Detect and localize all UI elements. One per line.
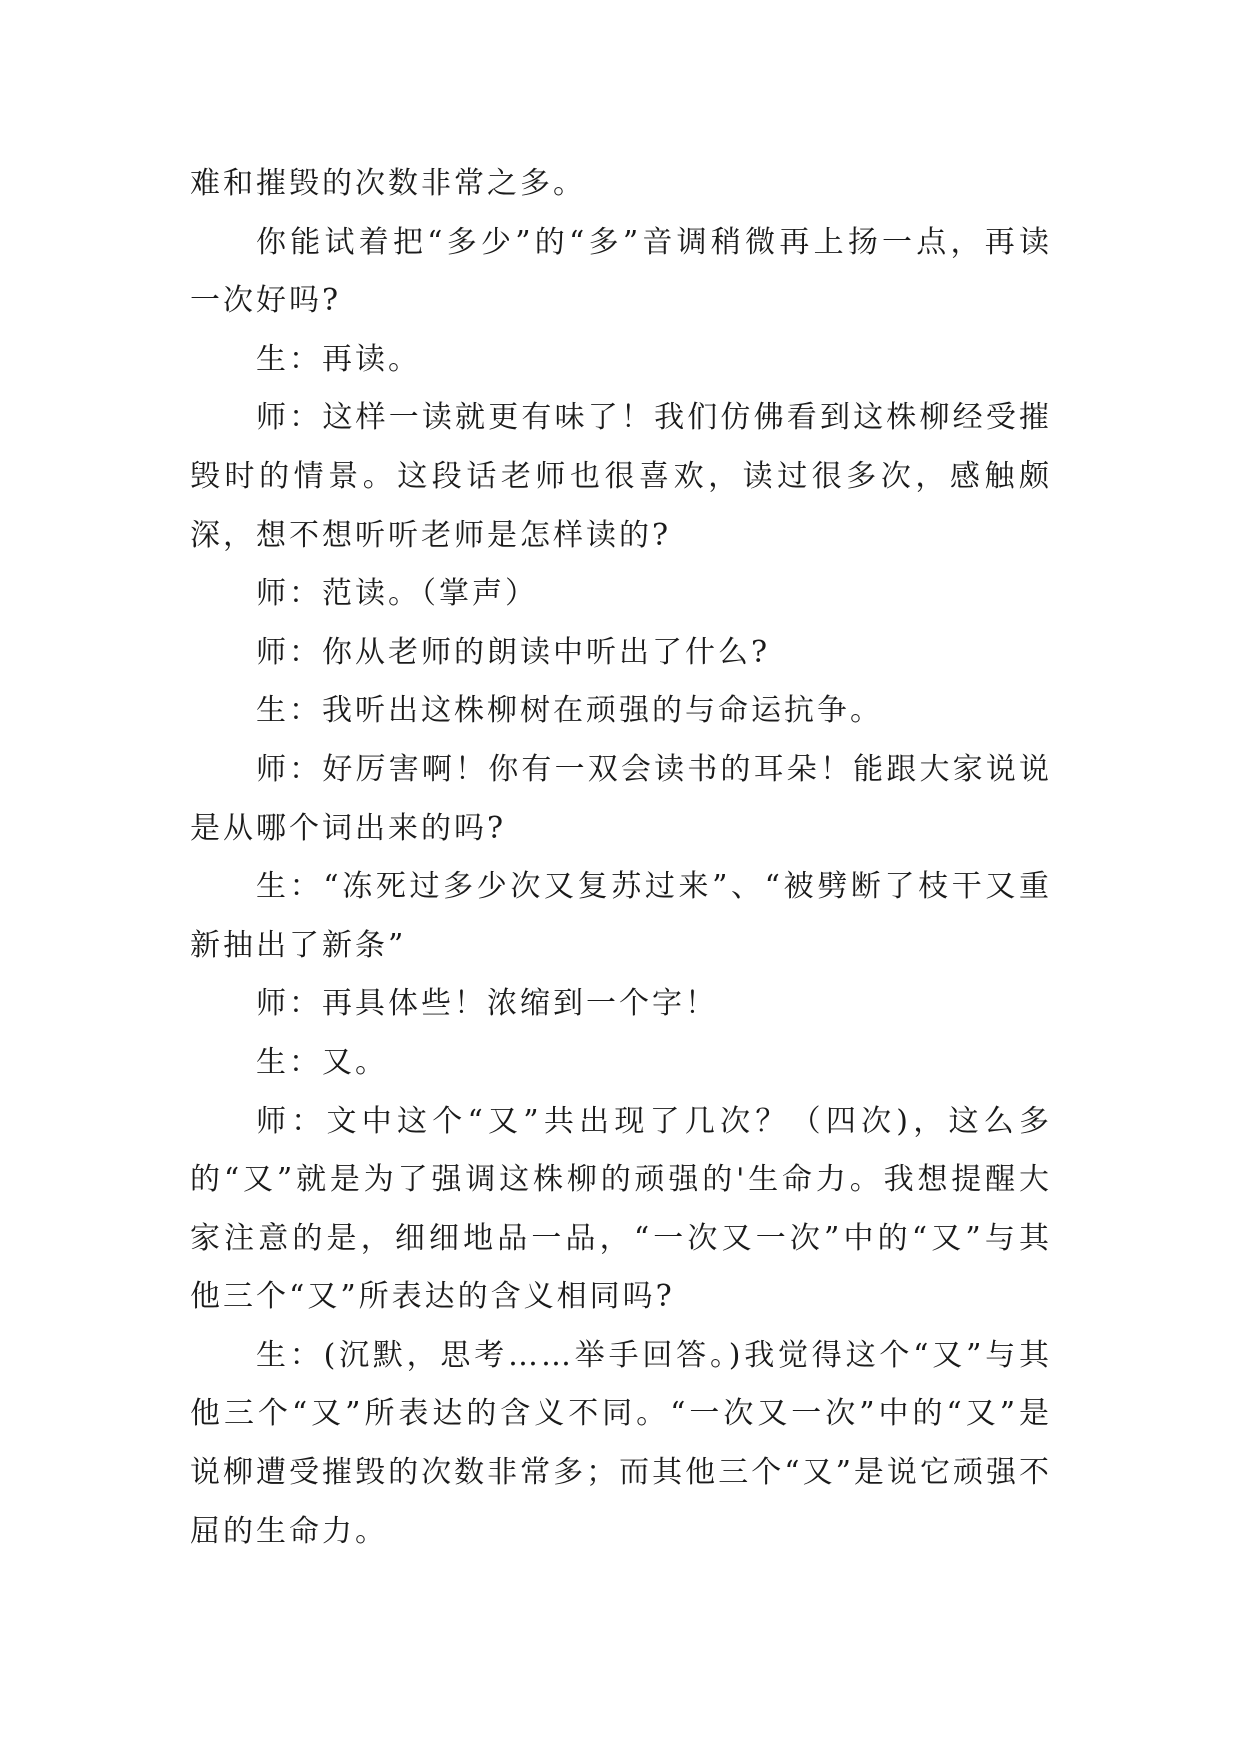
paragraph: 生：我听出这株柳树在顽强的与命运抗争。	[256, 693, 883, 729]
paragraph: 师：好厉害啊！你有一双会读书的耳朵！能跟大家说说是从哪个词出来的吗?	[190, 751, 1052, 846]
paragraph: 师：范读。（掌声）	[256, 576, 538, 612]
paragraph: 生：再读。	[256, 341, 421, 377]
paragraph: 师：你从老师的朗读中听出了什么?	[256, 634, 771, 670]
paragraph: 师：再具体些！浓缩到一个字！	[256, 986, 718, 1022]
document-body	[190, 155, 1052, 1561]
paragraph: 生：(沉默，思考……举手回答。)我觉得这个“又”与其他三个“又”所表达的含义不同。“一次又一次”中的“又”是说柳遭受摧毁的次数非常多；而其他三个“又”是说它顽强不屈的生命力。	[190, 1337, 1052, 1549]
paragraph: 你能试着把“多少”的“多”音调稍微再上扬一点，再读一次好吗?	[190, 224, 1052, 319]
paragraph: 师：这样一读就更有味了！我们仿佛看到这株柳经受摧毁时的情景。这段话老师也很喜欢，读过很多次，感触颇深，想不想听听老师是怎样读的?	[190, 400, 1052, 553]
paragraph: 生：“冻死过多少次又复苏过来”、“被劈断了枝干又重新抽出了新条”	[190, 869, 1052, 963]
paragraph: 师：文中这个“又”共出现了几次？（四次)，这么多的“又”就是为了强调这株柳的顽强的'生命力。我想提醒大家注意的是，细细地品一品，“一次又一次”中的“又”与其他三个“又”所表达的含义相同吗?	[190, 1103, 1052, 1315]
paragraph: 难和摧毁的次数非常之多。	[190, 166, 586, 201]
paragraph: 生：又。	[256, 1044, 388, 1080]
